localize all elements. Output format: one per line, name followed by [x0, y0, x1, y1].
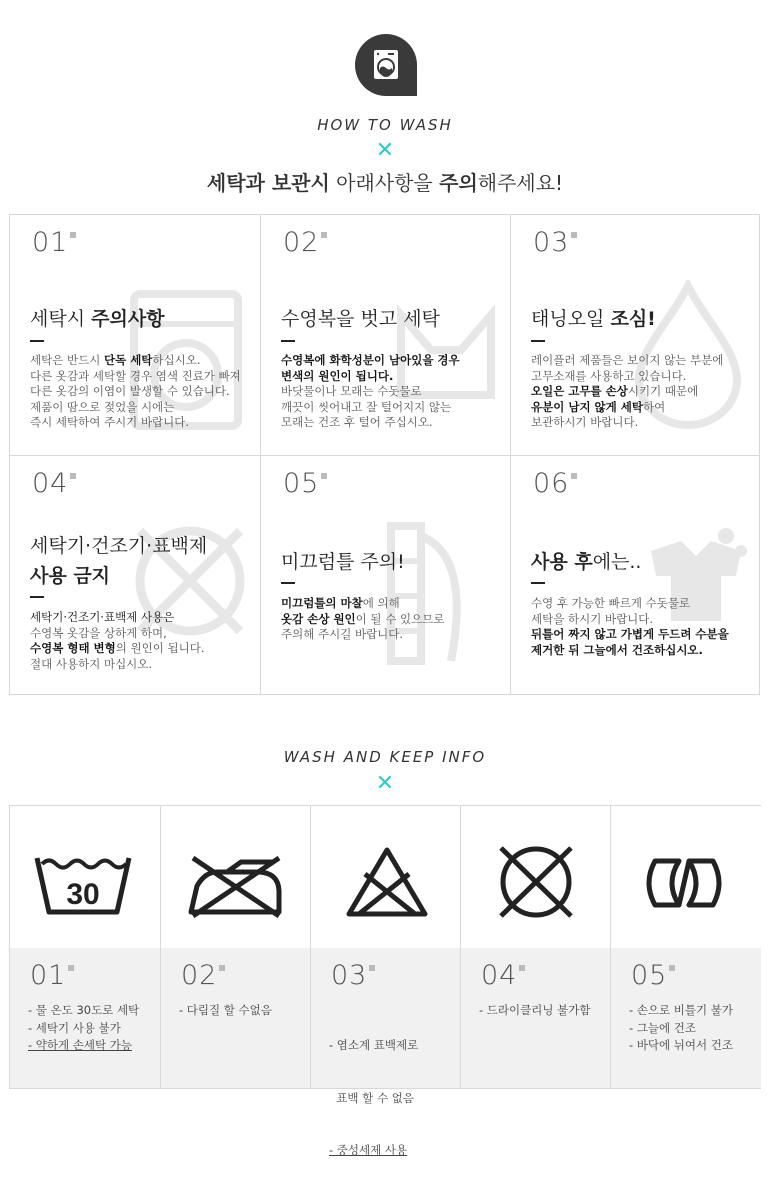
- card-title: 사용 후에는..: [531, 551, 642, 573]
- no-bleach-icon: [345, 846, 429, 918]
- card-title: 세탁시 주의사항: [30, 308, 165, 330]
- title-dash: [531, 582, 545, 584]
- washing-machine-logo-icon: [355, 34, 417, 96]
- card-number: 02: [283, 227, 327, 258]
- section-title-wash-keep-info: WASH AND KEEP INFO: [283, 748, 487, 766]
- care-card-03: [511, 215, 761, 455]
- card-description: 레이플러 제품들은 보이지 않는 부분에 고무소재를 사용하고 있습니다. 오일은 고무를 손상시키기 때문에 유분이 남지 않게 세탁하여 보관하시기 바랍니다.: [531, 353, 724, 429]
- card-description: 세탁은 반드시 단독 세탁하십시오. 다른 옷감과 세탁할 경우 염색 진료가 빠져 다른 옷감의 이염이 발생할 수 있습니다. 제품이 땀으로 젖었을 시에는 즉시 세탁하여 주시기 바랍니다.: [30, 353, 241, 429]
- wash-temp-label: 30: [66, 878, 100, 911]
- care-cards-grid: [9, 214, 760, 695]
- section-subtitle: [0, 167, 770, 196]
- slide-bg-icon: [381, 516, 491, 666]
- care-symbol-column-02: [161, 806, 311, 1088]
- accent-x-icon: ✕: [375, 771, 395, 796]
- card-description: 수영 후 가능한 빠르게 수돗물로 세탁을 하시기 바랍니다. 뒤틀어 짜지 않고 가볍게 두드려 수분을 제거한 뒤 그늘에서 건조하십시오.: [531, 596, 729, 657]
- column-number: 03: [331, 960, 375, 991]
- care-symbol-column-04: [461, 806, 611, 1088]
- care-symbols-grid: [9, 805, 761, 1157]
- title-dash: [30, 596, 44, 598]
- card-number: 01: [32, 227, 76, 258]
- no-wring-icon: [645, 858, 723, 908]
- card-description: 세탁기·건조기·표백제 사용은 수영복 옷감을 상하게 하며, 수영복 형태 변형의 원인이 됩니다. 절대 사용하지 마십시오.: [30, 610, 205, 671]
- title-dash: [30, 340, 44, 342]
- no-dry-clean-icon: [495, 844, 577, 920]
- card-number: 06: [533, 468, 577, 499]
- accent-x-icon: ✕: [375, 138, 395, 163]
- care-symbol-column-03: [311, 806, 461, 1157]
- card-number: 04: [32, 468, 76, 499]
- column-number: 05: [631, 960, 675, 991]
- care-symbol-column-01: [10, 806, 160, 1088]
- no-iron-icon: [187, 856, 283, 918]
- title-dash: [531, 340, 545, 342]
- card-number: 03: [533, 227, 577, 258]
- care-card-06: [511, 456, 761, 696]
- card-title: 미끄럼틀 주의!: [281, 551, 405, 573]
- care-card-05: [261, 456, 511, 696]
- title-dash: [281, 582, 295, 584]
- care-list: - 물 온도 30도로 세탁 - 세탁기 사용 불가 - 약하게 손세탁 가능: [28, 1003, 140, 1052]
- card-title: 수영복을 벗고 세탁: [281, 308, 440, 330]
- card-title: 세탁기·건조기·표백제 사용 금지: [30, 535, 208, 587]
- subtitle-bold-1: 세탁과 보관시: [206, 171, 330, 195]
- care-list: - 손으로 비틀기 불가 - 그늘에 건조 - 바닥에 뉘여서 건조: [629, 1003, 733, 1052]
- column-number: 02: [181, 960, 225, 991]
- card-number: 05: [283, 468, 327, 499]
- subtitle-mid: 아래사항을: [329, 171, 440, 195]
- care-card-01: [10, 215, 260, 455]
- subtitle-bold-2: 주의: [439, 171, 478, 195]
- care-card-02: [261, 215, 511, 455]
- care-list: - 다림질 할 수없음: [179, 1003, 272, 1017]
- wash-30-icon: [34, 850, 132, 916]
- care-list: - 드라이클리닝 불가함: [479, 1003, 591, 1017]
- care-list: - 염소계 표백제로 표백 할 수 없음 - 중성세제 사용: [329, 1038, 419, 1157]
- column-number: 01: [30, 960, 74, 991]
- title-dash: [281, 340, 295, 342]
- card-title: 태닝오일 조심!: [531, 308, 656, 330]
- card-description: 미끄럼틀의 마찰에 의해 옷감 손상 원인이 될 수 있으므로 주의해 주시길 바랍니다.: [281, 596, 445, 641]
- card-description: 수영복에 화학성분이 남아있을 경우 변색의 원인이 됩니다. 바닷물이나 모래는 수돗물로 깨끗이 씻어내고 잘 털어지지 않는 모래는 건조 후 털어 주십시오.: [281, 353, 460, 429]
- section-title-how-to-wash: HOW TO WASH: [317, 116, 453, 134]
- care-card-04: [10, 456, 260, 696]
- column-number: 04: [481, 960, 525, 991]
- care-symbol-column-05: [611, 806, 761, 1088]
- subtitle-end: 해주세요!: [477, 171, 564, 195]
